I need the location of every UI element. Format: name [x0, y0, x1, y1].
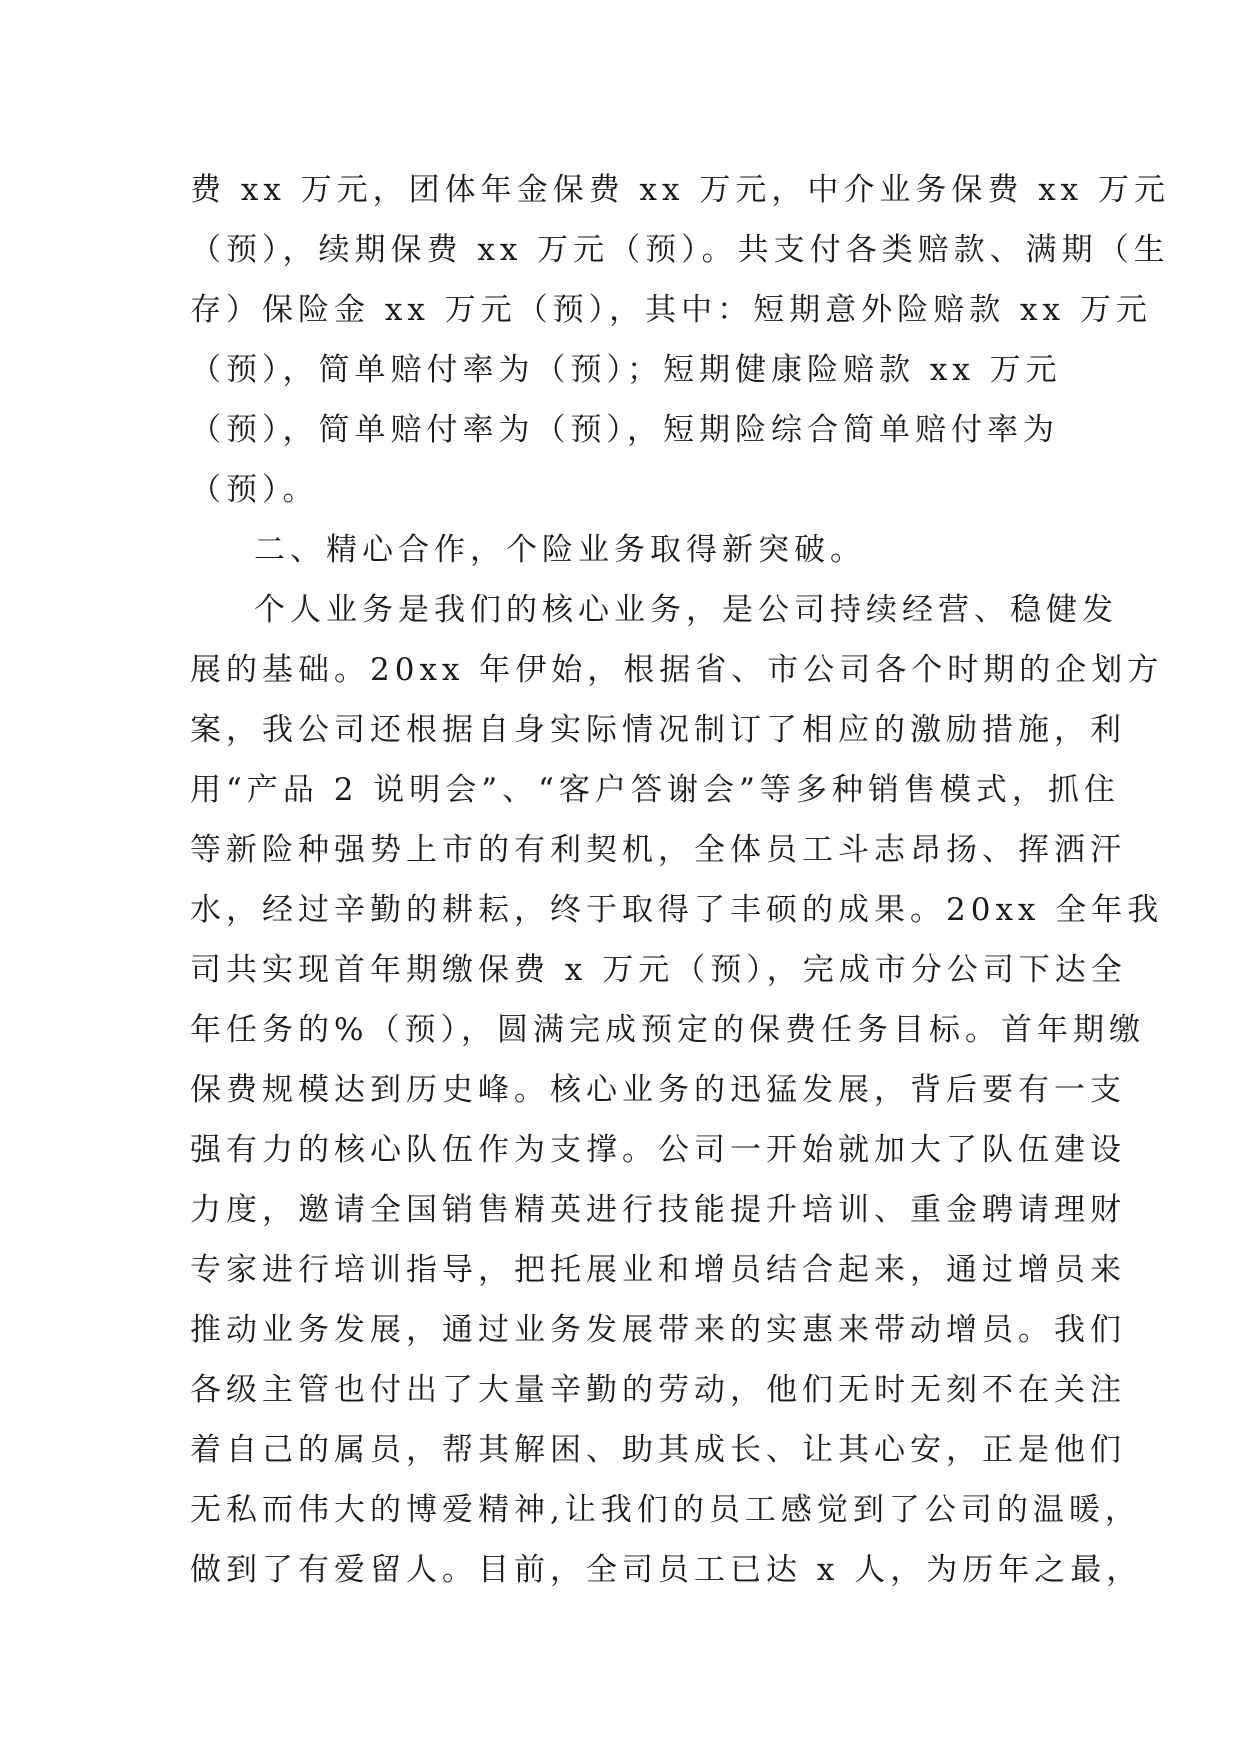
text-line: 费 xx 万元，团体年金保费 xx 万元，中介业务保费 xx 万元 [190, 172, 1171, 208]
text-line: 强有力的核心队伍作为支撑。公司一开始就加大了队伍建设 [190, 1132, 1126, 1168]
text-line: （预），简单赔付率为（预）；短期健康险赔款 xx 万元 [190, 352, 1062, 388]
text-line: 做到了有爱留人。目前，全司员工已达 x 人，为历年之最， [190, 1552, 1143, 1588]
section-heading: 二、精心合作，个险业务取得新突破。 [254, 532, 866, 568]
text-line: 司共实现首年期缴保费 x 万元（预），完成市分公司下达全 [190, 952, 1127, 988]
text-line: 保费规模达到历史峰。核心业务的迅猛发展，背后要有一支 [190, 1072, 1126, 1108]
text-line: 个人业务是我们的核心业务，是公司持续经营、稳健发 [254, 592, 1118, 628]
text-line: 各级主管也付出了大量辛勤的劳动，他们无时无刻不在关注 [190, 1372, 1126, 1408]
text-line: 存）保险金 xx 万元（预），其中：短期意外险赔款 xx 万元 [190, 292, 1152, 328]
body-text [190, 160, 1171, 1600]
text-line: 着自己的属员，帮其解困、助其成长、让其心安，正是他们 [190, 1432, 1126, 1468]
text-line: 力度，邀请全国销售精英进行技能提升培训、重金聘请理财 [190, 1192, 1126, 1228]
text-line: 案，我公司还根据自身实际情况制订了相应的激励措施，利 [190, 712, 1126, 748]
text-line: 展的基础。20xx 年伊始，根据省、市公司各个时期的企划方 [190, 652, 1164, 688]
text-line: 水，经过辛勤的耕耘，终于取得了丰硕的成果。20xx 全年我 [190, 892, 1164, 928]
text-line: 推动业务发展，通过业务发展带来的实惠来带动增员。我们 [190, 1312, 1126, 1348]
text-line: （预），续期保费 xx 万元（预）。共支付各类赔款、满期（生 [190, 232, 1170, 268]
text-line: 年任务的%（预），圆满完成预定的保费任务目标。首年期缴 [190, 1012, 1145, 1048]
text-line: （预），简单赔付率为（预），短期险综合简单赔付率为 [190, 412, 1059, 448]
text-line: （预）。 [190, 472, 319, 508]
text-line: 无私而伟大的博爱精神,让我们的员工感觉到了公司的温暖， [190, 1492, 1141, 1528]
text-line: 专家进行培训指导，把托展业和增员结合起来，通过增员来 [190, 1252, 1126, 1288]
text-line: 用“产品 2 说明会”、“客户答谢会”等多种销售模式，抓住 [190, 772, 1120, 808]
text-line: 等新险种强势上市的有利契机，全体员工斗志昂扬、挥洒汗 [190, 832, 1126, 868]
